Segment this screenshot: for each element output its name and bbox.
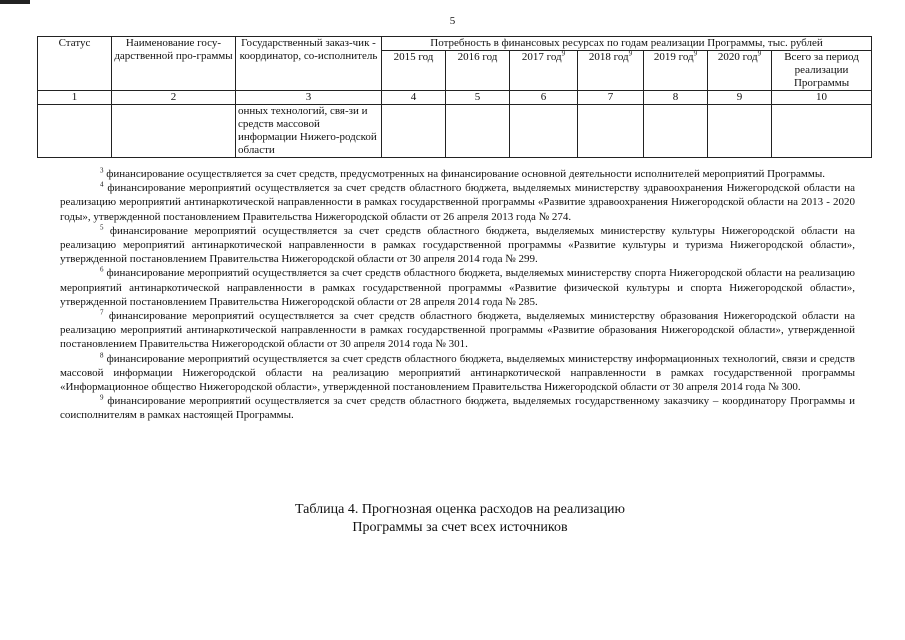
header-financing-group: Потребность в финансовых ресурсах по годам реализации Программы, тыс. рублей <box>382 37 872 51</box>
numbering-row <box>38 91 872 105</box>
table-cell <box>772 105 872 158</box>
footnote: $^5$ финансирование мероприятий осуществляется за счет средств областного бюджета, выделяемых министерству культуры Нижегородской области на реализацию мероприятий антинаркотической направленности в рамках государственной программы «Развитие культуры и туризма Нижегородской области», утвержденной постановлением Правительства Нижегородской области от 30 апреля 2014 года № 299. <box>60 223 855 266</box>
header-year-2019: 2019 год$^9$ <box>644 51 708 91</box>
header-total: Всего за период реализации Программы <box>772 51 872 91</box>
table-cell <box>708 105 772 158</box>
column-number: 5 <box>446 91 510 105</box>
column-number: 9 <box>708 91 772 105</box>
footnote: $^3$ финансирование осуществляется за счет средств, предусмотренных на финансирование основной деятельности исполнителей мероприятий Программы. <box>100 166 825 180</box>
program-table <box>37 36 872 158</box>
column-number: 8 <box>644 91 708 105</box>
header-year-2015: 2015 год <box>382 51 446 91</box>
column-number: 6 <box>510 91 578 105</box>
header-customer-coordinator: Государственный заказ-чик - координатор, со-исполнитель <box>236 37 382 91</box>
table-cell <box>510 105 578 158</box>
continuation-cell: онных технологий, свя-зи и средств массовой информации Нижего-родской области <box>236 105 382 158</box>
table-cell <box>446 105 510 158</box>
column-number: 4 <box>382 91 446 105</box>
footnote: $^4$ финансирование мероприятий осуществляется за счет средств областного бюджета, выделяемых министерству здравоохранения Нижегородской области на реализацию мероприятий антинаркотической направленности в рамках государственной программы «Развитие здравоохранения Нижегородской области на 2013 - 2020 годы», утвержденной постановлением Правительства Нижегородской области от 26 апреля 2013 года № 274. <box>60 180 855 223</box>
column-number: 10 <box>772 91 872 105</box>
column-number: 7 <box>578 91 644 105</box>
scan-mark <box>0 0 30 4</box>
table-cell <box>644 105 708 158</box>
caption-line: Программы за счет всех источников <box>352 520 568 535</box>
table-cell <box>38 105 112 158</box>
header-year-2018: 2018 год$^9$ <box>578 51 644 91</box>
footnote: $^7$ финансирование мероприятий осуществляется за счет средств областного бюджета, выделяемых министерству образования Нижегородской области на реализацию мероприятий антинаркотической направленности в рамках государственной программы «Развитие образования Нижегородской области», утвержденной постановлением Правительства Нижегородской области от 30 апреля 2014 года № 301. <box>60 308 856 351</box>
header-status: Статус <box>38 37 112 91</box>
header-year-2017: 2017 год$^9$ <box>510 51 578 91</box>
table-cell <box>578 105 644 158</box>
footnote: $^8$ финансирование мероприятий осуществляется за счет средств областного бюджета, выделяемых министерству информационных технологий, связи и средств массовой информации Нижегородской области на реализацию мероприятий антинаркотической направленности в рамках государственной программы «Информационное общество Нижегородской области», утвержденной постановлением Правительства Нижегородской области от 30 апреля 2014 года № 300. <box>60 350 855 394</box>
caption-line: Таблица 4. Прогнозная оценка расходов на реализацию <box>294 502 626 517</box>
page-number: 5 <box>449 15 456 27</box>
column-number: 1 <box>38 91 112 105</box>
footnote: $^9$ финансирование мероприятий осуществляется за счет средств областного бюджета, выделяемых государственному заказчику – координатору Программы и соисполнителям в рамках настоящей Программы. <box>60 393 856 422</box>
table-row <box>38 105 872 158</box>
header-year-2016: 2016 год <box>446 51 510 91</box>
header-program-name: Наименование госу-дарственной про-граммы <box>112 37 236 91</box>
table-cell <box>382 105 446 158</box>
footnote: $^6$ финансирование мероприятий осуществляется за счет средств областного бюджета, выделяемых министерству спорта Нижегородской области на реализацию мероприятий антинаркотической направленности в рамках государственной программы «Развитие физической культуры и спорта Нижегородской области», утвержденной постановлением Правительства Нижегородской области от 28 апреля 2014 года № 285. <box>60 265 855 308</box>
column-number: 3 <box>236 91 382 105</box>
column-number: 2 <box>112 91 236 105</box>
table-caption <box>150 501 770 537</box>
header-year-2020: 2020 год$^9$ <box>708 51 772 91</box>
table-cell <box>112 105 236 158</box>
footnotes <box>60 167 855 423</box>
